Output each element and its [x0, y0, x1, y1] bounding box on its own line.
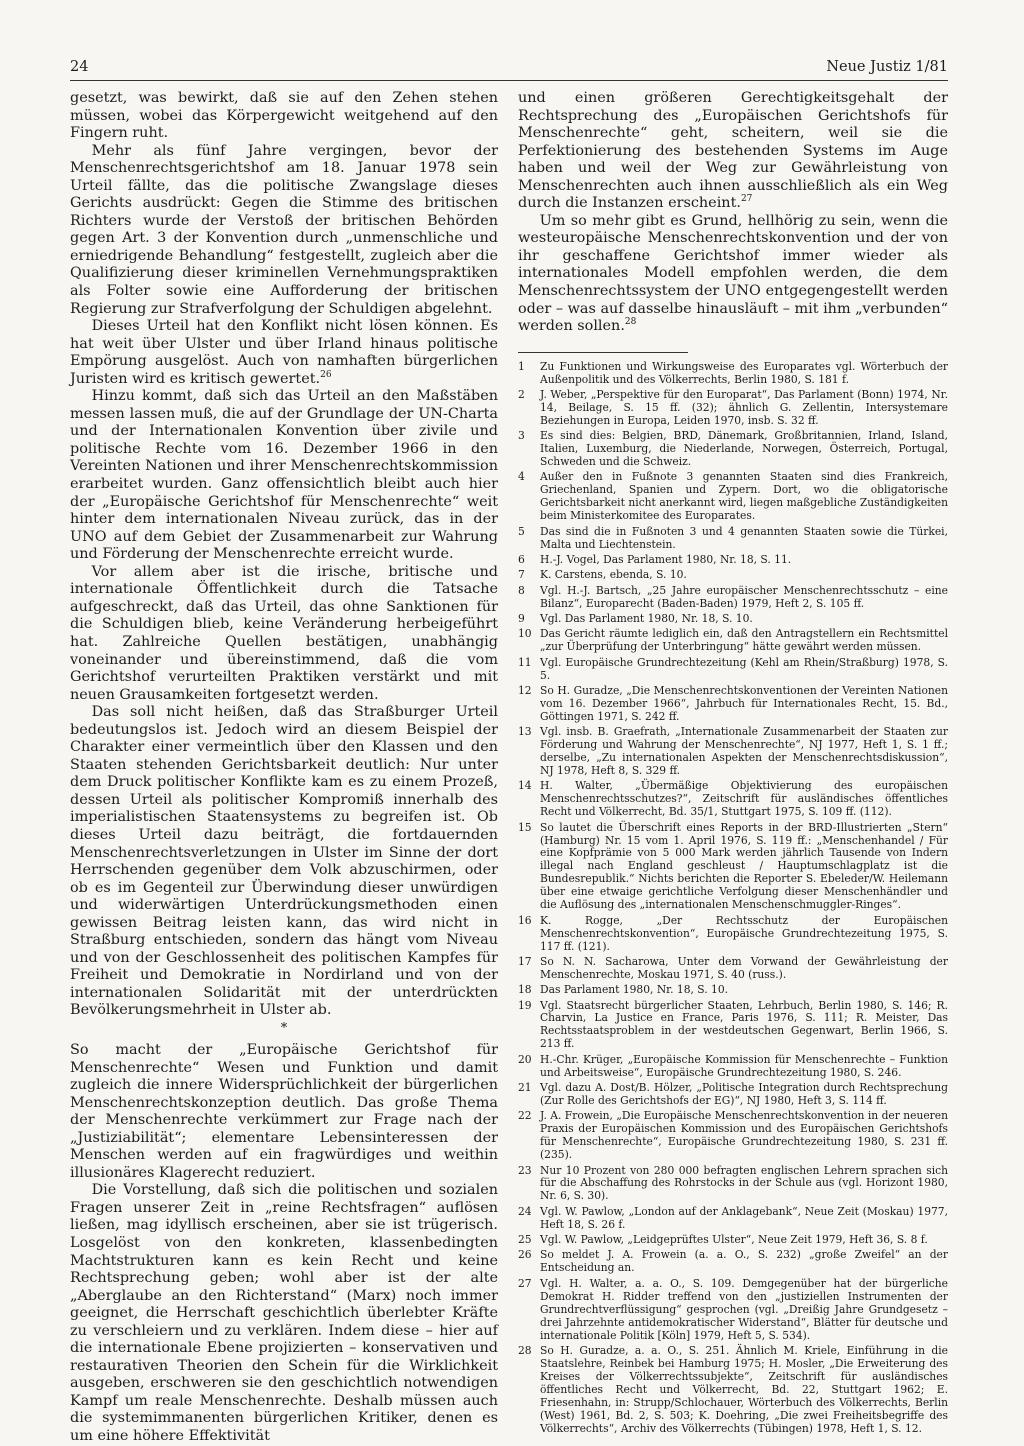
- footnote-number: 5: [518, 524, 525, 538]
- footnote: [518, 984, 948, 997]
- footnote: [518, 780, 948, 819]
- footnote-number: 16: [518, 913, 532, 927]
- footnote: [518, 569, 948, 582]
- header-rule: [70, 80, 948, 81]
- paragraph: [518, 90, 948, 213]
- footnote-number: 17: [518, 954, 532, 968]
- footnote-text: Vgl. Staatsrecht bürgerlicher Staaten, Lehrbuch, Berlin 1980, S. 146; R. Charvin, La Justice en France, Paris 1976, S. 111; R. Meister, Das Rechtsstaatsproblem in der westdeutschen Gegenwart, Berlin 1966, S. 213 ff.: [540, 998, 948, 1051]
- footnote-number: 22: [518, 1109, 532, 1123]
- paragraph-text: Dieses Urteil hat den Konflikt nicht lösen können. Es hat weit über Ulster und über Irland hinaus politische Empörung ausgelöst. Auch von namhaften bürgerlichen Juristen wird es kritisch gewertet.: [70, 318, 498, 387]
- footnote-list: [518, 361, 948, 1436]
- paragraph: Hinzu kommt, daß sich das Urteil an den Maßstäben messen lassen muß, die auf der Grundlage der UN-Charta und der Internationalen Konvention über zivile und politische Rechte vom 16. Dezember 1966 in den Vereinten Nationen und ihrer Menschenrechtskommission erarbeitet wurden. Ganz offensichtlich bleibt auch hier der „Europäische Gerichtshof für Menschenrechte“ weit hinter dem internationalen Niveau zurück, das in der UNO auf dem Gebiet der Zusammenarbeit zur Wahrung und Förderung der Menschenrechte erreicht wurde.: [70, 388, 498, 563]
- footnote: [518, 1000, 948, 1052]
- footnote-ref: 28: [624, 317, 637, 328]
- footnote-number: 27: [518, 1276, 532, 1290]
- paragraph: Das soll nicht heißen, daß das Straßburger Urteil bedeutungslos ist. Jedoch wird an diesem Beispiel der Charakter einer vermeintlich über den Klassen und den Staaten stehenden Gerichtsbarkeit deutlich: Nur unter dem Druck politischer Konflikte kam es zu einem Prozeß, dessen Urteil als politischer Kompromiß innerhalb des imperialistischen Staatensystems zu begreifen ist. Ob dieses Urteil dazu beiträgt, die fortdauernden Menschenrechtsverletzungen in Ulster im Sinne der dort Herrschenden gegenüber dem Volk abzuschirmen, oder ob es im Gegenteil zur Überwindung dieser unwürdigen und widerwärtigen Unterdrückungsmethoden einen gewissen Beitrag leisten kann, das wird nicht in Straßburg entschieden, sondern das hängt vom Niveau und von der Geschlossenheit des politischen Kampfes für Freiheit und Demokratie in Nordirland und von der internationalen Solidarität mit der unterdrückten Bevölkerungsmehrheit in Ulster ab.: [70, 704, 498, 1019]
- journal-title: Neue Justiz 1/81: [826, 59, 948, 75]
- footnote-text: So H. Guradze, „Die Menschenrechtskonventionen der Vereinten Nationen vom 16. Dezember 1966“, Jahrbuch für Internationales Recht, 15. Bd., Göttingen 1971, S. 242 ff.: [540, 683, 948, 723]
- footnote: [518, 1054, 948, 1080]
- footnote: [518, 1165, 948, 1204]
- footnote-number: 21: [518, 1081, 532, 1095]
- footnote-text: So H. Guradze, a. a. O., S. 251. Ähnlich M. Kriele, Einführung in die Staatslehre, Reinbek bei Hamburg 1975; H. Mosler, „Die Erweiterung des Kreises der Völkerrechtssubjekte“, Zeitschrift für ausländisches öffentliches Recht und Völkerrecht, Bd. 22, Stuttgart 1962; E. Friesenhahn, in: Strupp/Schlochauer, Wörterbuch des Völkerrechts, Berlin (West) 1961, Bd. 2, S. 503; K. Doehring, „Die zwei Freiheitsbegriffe des Völkerrechts“, Archiv des Völkerrechts (Tübingen) 1978, Heft 1, S. 12.: [540, 1343, 948, 1435]
- footnote-number: 20: [518, 1052, 532, 1066]
- footnote-text: Vgl. insb. B. Graefrath, „Internationale Zusammenarbeit der Staaten zur Förderung und Wahrung der Menschenrechte“, NJ 1977, Heft 1, S. 1 ff.; derselbe, „Zu internationalen Aspekten der Menschenrechtsdiskussion“, NJ 1978, Heft 8, S. 329 ff.: [540, 725, 948, 777]
- footnote-text: Das sind die in Fußnoten 3 und 4 genannten Staaten sowie die Türkei, Malta und Liechtenstein.: [540, 524, 948, 551]
- footnote-text: Das Gericht räumte lediglich ein, daß den Antragstellern ein Rechtsmittel „zur Überprüfung der Unterbringung“ hätte gewährt werden müssen.: [540, 627, 948, 654]
- paragraph: Vor allem aber ist die irische, britische und internationale Öffentlichkeit durch die Tatsache aufgeschreckt, daß das Urteil, das ohne Sanktionen für die Schuldigen blieb, keine Veränderung herbeigeführt hat. Zahlreiche Quellen bestätigen, unabhängig voneinander und übereinstimmend, daß die vom Gerichtshof verurteilten Praktiken verstärkt und mit neuen Grausamkeiten fortgesetzt werden.: [70, 563, 498, 703]
- footnote-text: Vgl. Europäische Grundrechtezeitung (Kehl am Rhein/Straßburg) 1978, S. 5.: [540, 655, 948, 682]
- footnote: [518, 657, 948, 683]
- footnote-number: 2: [518, 387, 525, 401]
- footnote-text: H.-J. Vogel, Das Parlament 1980, Nr. 18, S. 11.: [540, 552, 792, 566]
- paragraph-text: Um so mehr gibt es Grund, hellhörig zu sein, wenn die westeuropäische Menschenrechtskonvention und der von ihr geschaffene Gerichtshof immer wieder als internationales Modell empfohlen werden, die dem Menschenrechtssystem der UNO entgegengestellt werden oder – was auf dasselbe hinausläuft – mit ihm „verbunden“ werden sollen.: [518, 212, 949, 335]
- footnote: [518, 471, 948, 523]
- footnote-text: So lautet die Überschrift eines Reports in der BRD-Illustrierten „Stern“ (Hamburg) Nr. 15 vom 1. April 1976, S. 119 ff.: „Menschenhandel / Für eine Kopfprämie von 5 000 Mark werden jährlich Tausende von Indern illegal nach England geschleust / Hauptumschlagplatz ist die Bundesrepublik.“ Nichts berichten die Reporter S. Ebeleder/W. Heilemann über eine etwaige gerichtliche Verfolgung dieser Menschenhändler und die Auflösung des „internationalen Menschenschmuggler-Ringes“.: [540, 820, 948, 912]
- footnote: [518, 554, 948, 567]
- footnote-text: Zu Funktionen und Wirkungsweise des Europarates vgl. Wörterbuch der Außenpolitik und des Völkerrechts, Berlin 1980, S. 181 f.: [540, 359, 948, 386]
- footnote-number: 23: [518, 1163, 532, 1177]
- footnote: [518, 613, 948, 626]
- footnote-number: 14: [518, 779, 532, 793]
- footnote-text: Nur 10 Prozent von 280 000 befragten englischen Lehrern sprachen sich für die Abschaffung des Rohrstocks in der Schule aus (vgl. Horizont 1980, Nr. 6, S. 30).: [540, 1163, 948, 1203]
- footnote-number: 25: [518, 1233, 532, 1247]
- paragraph: Mehr als fünf Jahre vergingen, bevor der Menschenrechtsgerichtshof am 18. Januar 1978 sein Urteil fällte, das die politische Zwangslage dieses Gerichts ausdrückt: Gegen die Stimme des britischen Richters wurde der Verstoß der britischen Behörden gegen Art. 3 der Konvention durch „unmenschliche und erniedrigende Behandlung“ festgestellt, zugleich aber die Qualifizierung dieser kriminellen Vernehmungspraktiken als Folter sowie eine Aufforderung der britischen Regierung zur Strafverfolgung der Schuldigen abgelehnt.: [70, 142, 498, 317]
- paragraph: [70, 318, 498, 388]
- footnote-text: H.-Chr. Krüger, „Europäische Kommission für Menschenrechte – Funktion und Arbeitsweise“, Europäische Grundrechtezeitung 1980, S. 246.: [540, 1052, 948, 1079]
- footnote-number: 7: [518, 568, 525, 582]
- footnote-text: Vgl. dazu A. Dost/B. Hölzer, „Politische Integration durch Rechtsprechung (Zur Rolle des Gerichtshofs der EG)“, NJ 1980, Heft 3, S. 114 ff.: [540, 1081, 948, 1107]
- footnote-number: 26: [518, 1248, 532, 1262]
- footnote-number: 11: [518, 655, 532, 669]
- footnote-text: Vgl. W. Pawlow, „London auf der Anklagebank“, Neue Zeit (Moskau) 1977, Heft 18, S. 26 f.: [540, 1204, 948, 1231]
- footnote-number: 13: [518, 725, 532, 739]
- footnote: [518, 822, 948, 913]
- footnote: [518, 1278, 948, 1343]
- footnote-text: Vgl. Das Parlament 1980, Nr. 18, S. 10.: [540, 611, 753, 625]
- footnote: [518, 1249, 948, 1275]
- footnote-number: 19: [518, 998, 532, 1012]
- footnote-text: J. A. Frowein, „Die Europäische Menschenrechtskonvention in der neueren Praxis der Europäischen Kommission und des Europäischen Gerichtshofs für Menschenrechte“, Europäische Grundrechtezeitung 1980, S. 231 ff. (235).: [540, 1109, 948, 1162]
- footnote-text: So meldet J. A. Frowein (a. a. O., S. 232) „große Zweifel“ an der Entscheidung an.: [540, 1248, 948, 1275]
- footnote-number: 1: [518, 359, 525, 373]
- paragraph: gesetzt, was bewirkt, daß sie auf den Zehen stehen müssen, wobei das Körpergewicht weitgehend auf den Fingern ruht.: [70, 90, 498, 142]
- footnote-number: 4: [518, 470, 525, 484]
- footnote-text: Es sind dies: Belgien, BRD, Dänemark, Großbritannien, Irland, Island, Italien, Luxemburg, die Niederlande, Norwegen, Österreich, Portugal, Schweden und die Schweiz.: [540, 429, 948, 469]
- left-column: [70, 90, 498, 1446]
- footnote-text: Außer den in Fußnote 3 genannten Staaten sind dies Frankreich, Griechenland, Spanien und Zypern. Dort, wo die obligatorische Gerichtsbarkeit nicht anerkannt wird, liegen maßgebliche Zuständigkeiten beim Ministerkomitee des Europarates.: [540, 470, 948, 523]
- footnote-number: 10: [518, 627, 532, 641]
- footnote-ref: 26: [320, 369, 332, 380]
- paragraph-text: und einen größeren Gerechtigkeitsgehalt der Rechtsprechung des „Europäischen Gerichtshofs für Menschenrechte“ geht, scheitern, weil sie die Perfektionierung des bestehenden Systems im Auge haben und weil der Weg zur Gewährleistung von Menschenrechten auch ihnen ausschließlich als ein Weg durch die Instanzen erscheint.: [518, 90, 948, 212]
- footnote: [518, 1345, 948, 1436]
- paragraph: [518, 213, 948, 336]
- footnote: [518, 585, 948, 611]
- footnote-text: J. Weber, „Perspektive für den Europarat“, Das Parlament (Bonn) 1974, Nr. 14, Beilage, S. 15 ff. (32); ähnlich G. Zellentin, Intersystemare Beziehungen in Europa, Leiden 1970, insb. S. 32 ff.: [540, 387, 948, 427]
- footnote: [518, 915, 948, 954]
- footnote: [518, 430, 948, 469]
- footnote: [518, 361, 948, 387]
- footnote: [518, 1206, 948, 1232]
- footnote-ref: 27: [740, 194, 753, 205]
- footnote-text: Das Parlament 1980, Nr. 18, S. 10.: [540, 983, 729, 997]
- footnote-text: So N. N. Sacharowa, Unter dem Vorwand der Gewährleistung der Menschenrechte, Moskau 1971, S. 40 (russ.).: [540, 954, 948, 981]
- footnote: [518, 1082, 948, 1108]
- footnote-number: 8: [518, 583, 525, 597]
- footnote: [518, 526, 948, 552]
- paragraph: So macht der „Europäische Gerichtshof für Menschenrechte“ Wesen und Funktion und damit zugleich die innere Widersprüchlichkeit der bürgerlichen Menschenrechtskonzeption deutlich. Das große Thema der Menschenrechte verkümmert zur Frage nach der „Justiziabilität“; elementare Lebensinteressen der Menschen werden auf ein fragwürdiges und weithin illusionäres Klagerecht reduziert.: [70, 1041, 498, 1181]
- page-number: 24: [70, 59, 89, 75]
- footnote-text: H. Walter, „Übermäßige Objektivierung des europäischen Menschenrechtsschutzes?“, Zeitschrift für ausländisches öffentliches Recht und Völkerrecht, Bd. 35/1, Stuttgart 1975, S. 109 ff. (112).: [540, 779, 948, 819]
- footnote-text: Vgl. H. Walter, a. a. O., S. 109. Demgegenüber hat der bürgerliche Demokrat H. Ridder treffend von den „justiziellen Instrumenten der Grundrechtverflüssigung“ gesprochen (vgl. „Dreißig Jahre Grundgesetz – drei Jahrzehnte antidemokratischer Widerstand“, Blätter für deutsche und internationale Politik [Köln] 1979, Heft 5, S. 534).: [540, 1276, 948, 1342]
- section-separator: *: [280, 1020, 288, 1036]
- footnote-number: 18: [518, 983, 532, 997]
- footnote-number: 12: [518, 683, 532, 697]
- footnote-text: K. Carstens, ebenda, S. 10.: [540, 568, 687, 582]
- footnote-text: Vgl. W. Pawlow, „Leidgeprüftes Ulster“, Neue Zeit 1979, Heft 36, S. 8 f.: [540, 1233, 928, 1247]
- footnote: [518, 389, 948, 428]
- footnote-rule: [518, 352, 688, 353]
- footnote-text: Vgl. H.-J. Bartsch, „25 Jahre europäischer Menschenrechtsschutz – eine Bilanz“, Europarecht (Baden-Baden) 1979, Heft 2, S. 105 ff.: [540, 583, 948, 610]
- footnote-number: 24: [518, 1204, 532, 1218]
- footnote: [518, 726, 948, 778]
- footnote-number: 9: [518, 611, 525, 625]
- footnote-number: 6: [518, 552, 525, 566]
- footnote: [518, 1110, 948, 1162]
- running-header: [70, 58, 948, 76]
- footnote-number: 3: [518, 429, 525, 443]
- footnote: [518, 628, 948, 654]
- footnote: [518, 1234, 948, 1247]
- paragraph: Die Vorstellung, daß sich die politischen und sozialen Fragen unserer Zeit in „reine Rechtsfragen“ auflösen ließen, mag idyllisch erscheinen, aber sie ist trügerisch. Losgelöst von den konkreten, klassenbedingten Machtstrukturen kann es kein Recht und keine Rechtsprechung geben; wohl aber ist der alte „Aberglaube an den Richterstand“ (Marx) noch immer geeignet, die Herrschaft geschichtlich überlebter Kräfte zu verschleiern und zu verklären. Indem diese – hier auf die internationale Ebene projizierten – konservativen und restaurativen Theorien den Schein für die Wirklichkeit ausgeben, erschweren sie den geschichtlich notwendigen Kampf um reale Menschenrechte. Deshalb müssen auch die systemimmanenten bürgerlichen Kritiker, denen es um eine höhere Effektivität: [70, 1182, 498, 1445]
- footnote-number: 28: [518, 1343, 532, 1357]
- right-column: [518, 90, 948, 1438]
- footnote-number: 15: [518, 820, 532, 834]
- footnote: [518, 685, 948, 724]
- footnote: [518, 956, 948, 982]
- footnote-text: K. Rogge, „Der Rechtsschutz der Europäischen Menschenrechtskonvention“, Europäische Grundrechtezeitung 1975, S. 117 ff. (121).: [540, 913, 948, 953]
